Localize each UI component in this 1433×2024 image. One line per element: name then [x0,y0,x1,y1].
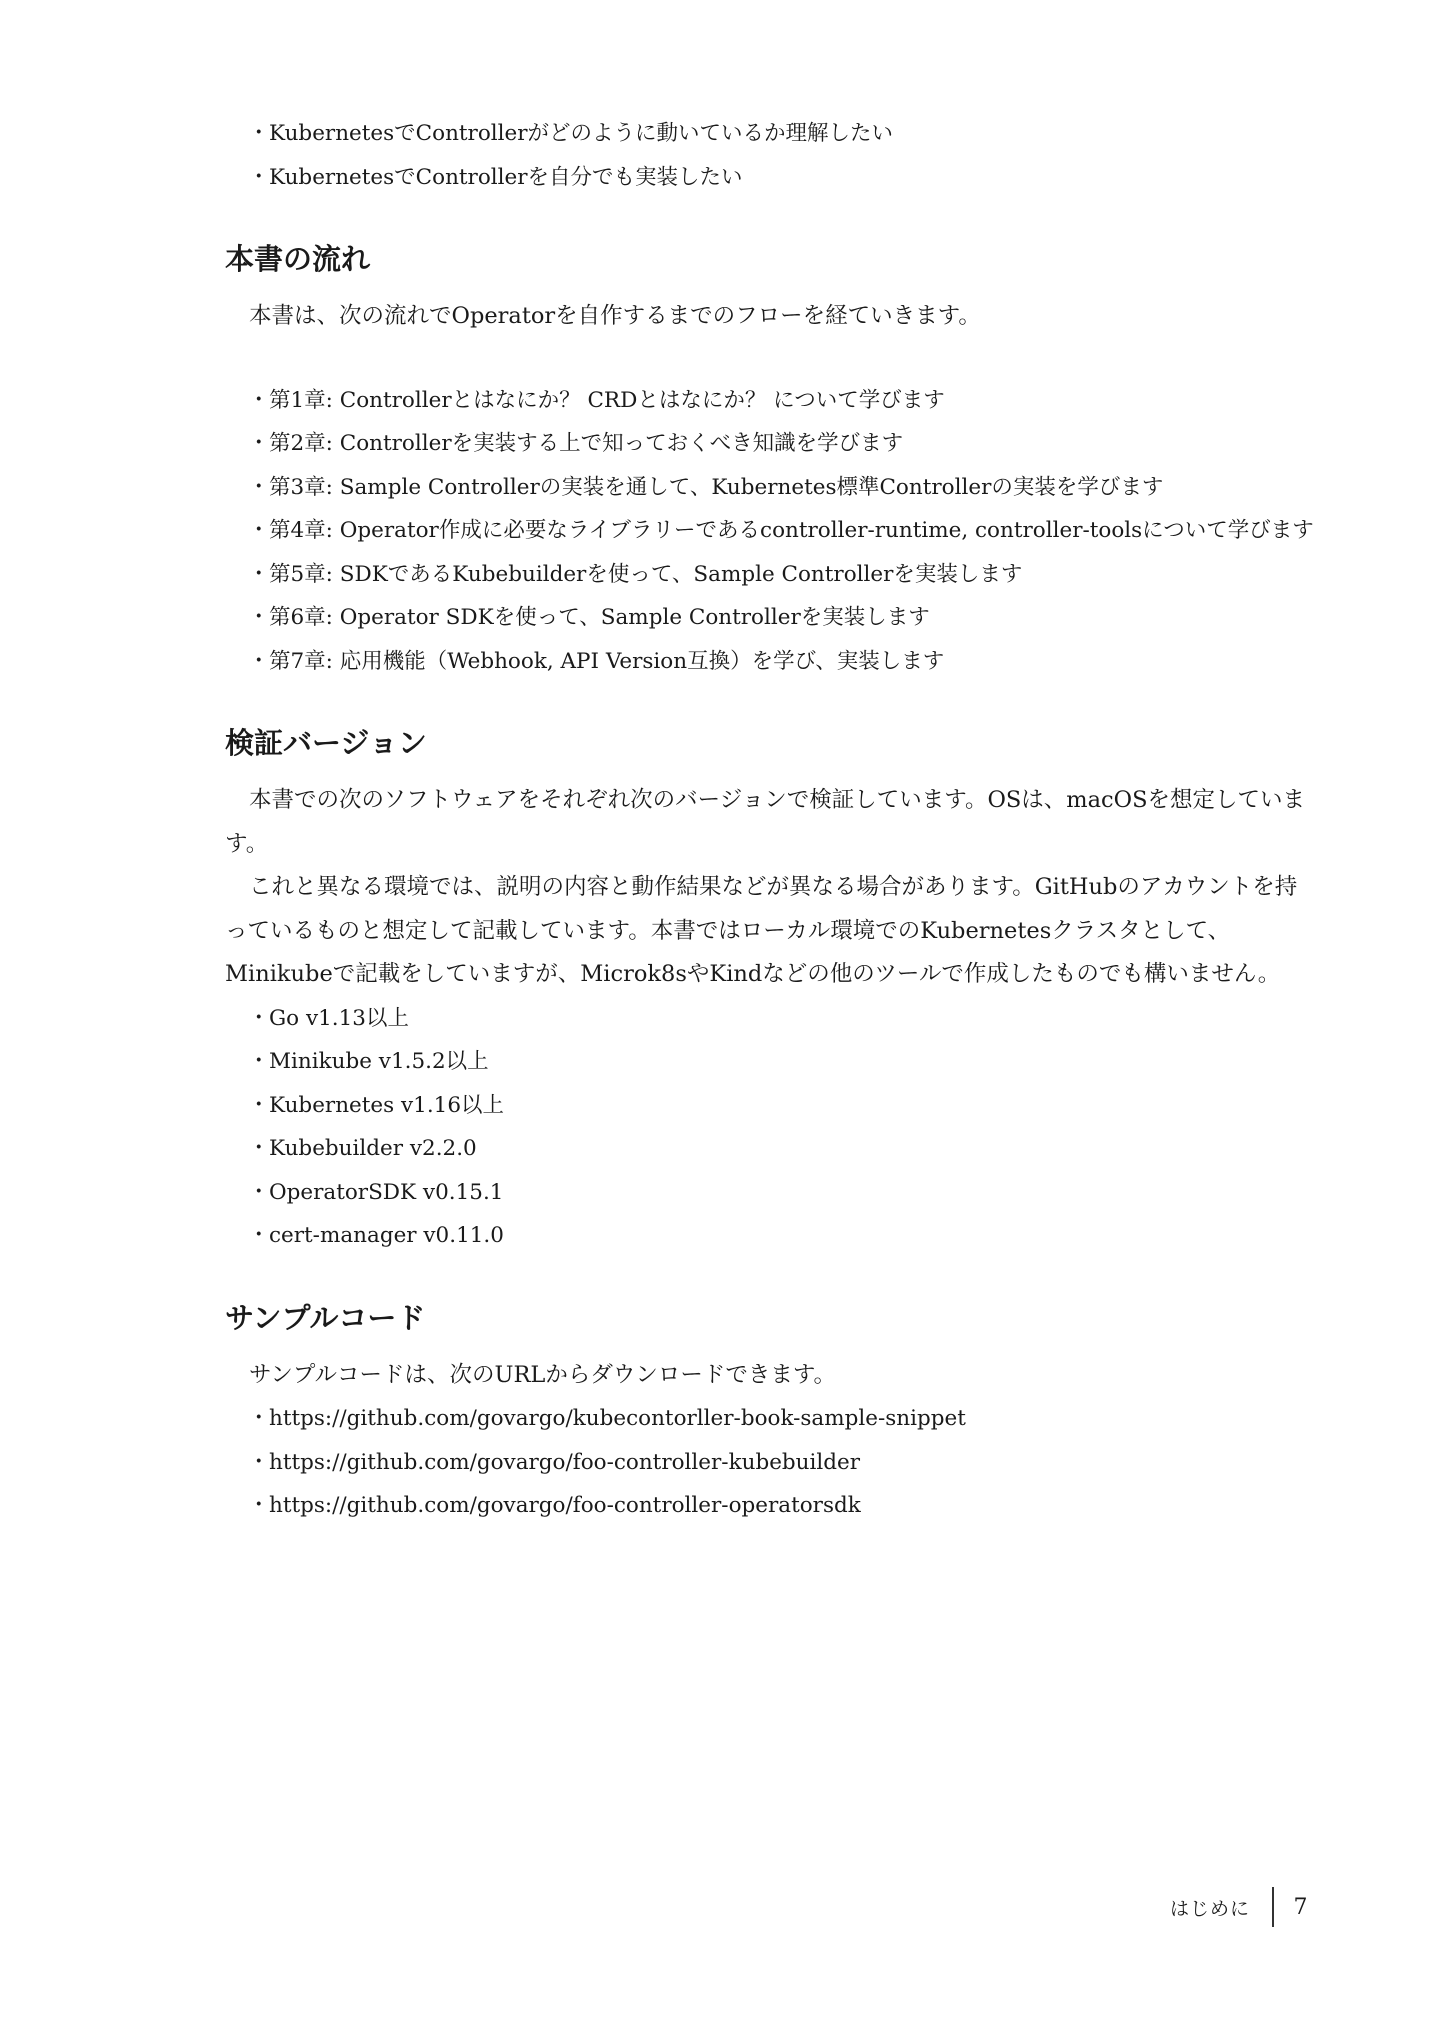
chapter-item: ・ 第7章: 応用機能（Webhook, API Version互換）を学び、実装します [248,648,945,674]
footer-section-title: はじめに [1170,1897,1251,1920]
url-item: ・ https://github.com/govargo/foo-controller-operatorsdk [248,1493,861,1518]
list-item: ・ KubernetesでControllerがどのように動いているか理解したい [248,121,894,146]
version-item: ・ Kubernetes v1.16以上 [248,1092,505,1118]
sample-url-list [225,1397,1315,1528]
version-item: ・ cert-manager v0.11.0 [248,1223,504,1248]
url-item: ・ https://github.com/govargo/foo-controller-kubebuilder [248,1449,861,1475]
sample-intro-paragraph: サンプルコードは、次のURLからダウンロードできます。 [249,1361,837,1388]
section-heading-sample: サンプルコード [225,1300,426,1335]
version-item: ・ Kubebuilder v2.2.0 [248,1136,477,1161]
intro-bullet-list [225,112,1315,199]
page-number: 7 [1293,1894,1308,1920]
version-item: ・ Minikube v1.5.2以上 [248,1049,489,1074]
chapter-item: ・ 第4章: Operator作成に必要なライブラリーであるcontroller-runtime, controller-toolsについて学びます [248,518,1314,543]
chapter-item: ・ 第2章: Controllerを実装する上で知っておくべき知識を学びます [248,431,904,456]
version-item: ・ OperatorSDK v0.15.1 [248,1179,504,1205]
section-heading-flow: 本書の流れ [225,242,371,276]
list-item: ・ KubernetesでControllerを自分でも実装したい [248,164,743,190]
page-footer [1170,1885,1308,1929]
chapter-item: ・ 第6章: Operator SDKを使って、Sample Controllerを実装します [248,605,930,630]
chapter-item: ・ 第1章: Controllerとはなにか？ CRDとはなにか？ について学びます [248,387,945,413]
page-content [225,112,1315,1528]
section-heading-versions: 検証バージョン [225,726,427,760]
chapter-item: ・ 第5章: SDKであるKubebuilderを使って、Sample Controllerを実装します [248,561,1023,587]
url-item: ・ https://github.com/govargo/kubecontorller-book-sample-snippet [248,1406,966,1431]
chapter-list [225,379,1315,684]
flow-intro-paragraph: 本書は、次の流れでOperatorを自作するまでのフローを経ていきます。 [249,303,981,329]
versions-paragraph-2: これと異なる環境では、説明の内容と動作結果などが異なる場合があります。GitHubのアカウントを持っているものと想定して記載しています。本書ではローカル環境でのKubernetesクラスタとして、Minikubeで記載をしていますが、Microk8sやKindなどの他のツールで作成したものでも構いません。 [225,874,1298,987]
chapter-item: ・ 第3章: Sample Controllerの実装を通して、Kubernetes標準Controllerの実装を学びます [248,474,1164,500]
version-list [225,997,1315,1258]
version-item: ・ Go v1.13以上 [248,1005,409,1031]
footer-divider [1272,1887,1274,1927]
versions-paragraph-1: 本書での次のソフトウェアをそれぞれ次のバージョンで検証しています。OSは、macOSを想定しています。 [225,787,1306,857]
